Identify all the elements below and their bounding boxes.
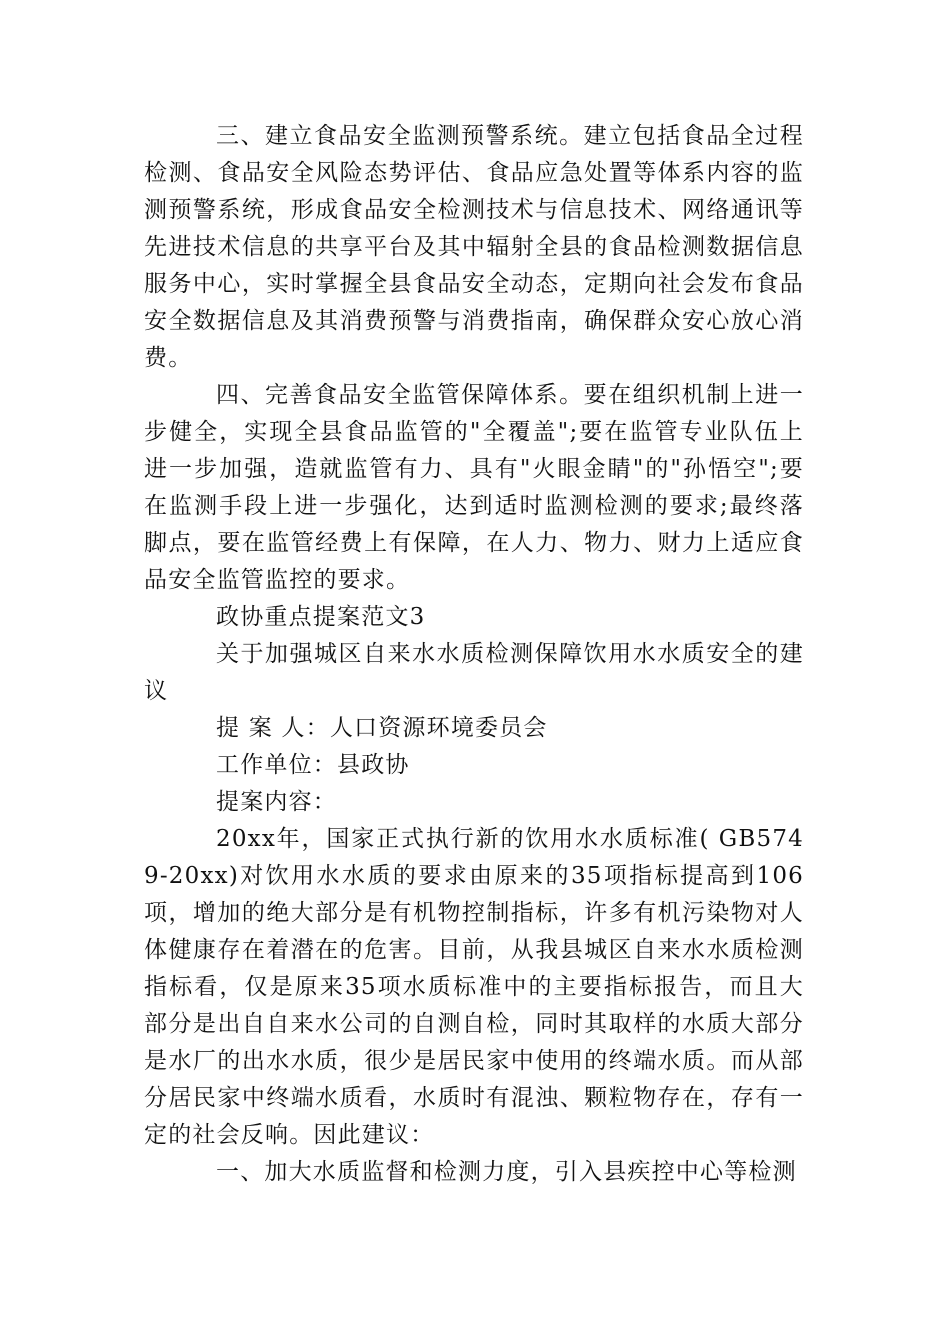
proposal-content-label: 提案内容： [216, 789, 337, 815]
proposer-line: 提 案 人：人口资源环境委员会 [216, 715, 548, 741]
proposal-title: 关于加强城区自来水水质检测保障饮用水水质安全的建议 [144, 641, 804, 704]
work-unit-line: 工作单位：县政协 [216, 752, 410, 778]
document-body [144, 118, 804, 1191]
paragraph-food-safety-guarantee: 四、完善食品安全监管保障体系。要在组织机制上进一步健全，实现全县食品监管的"全覆盖";要在监管专业队伍上进一步加强，造就监管有力、具有"火眼金睛"的"孙悟空";要在监测手段上进一步强化，达到适时监测检测的要求;最终落脚点，要在监管经费上有保障，在人力、物力、财力上适应食品安全监管监控的要求。 [144, 382, 804, 593]
paragraph-food-safety-monitoring: 三、建立食品安全监测预警系统。建立包括食品全过程检测、食品安全风险态势评估、食品应急处置等体系内容的监测预警系统，形成食品安全检测技术与信息技术、网络通讯等先进技术信息的共享平台及其中辐射全县的食品检测数据信息服务中心，实时掌握全县食品安全动态，定期向社会发布食品安全数据信息及其消费预警与消费指南，确保群众安心放心消费。 [144, 123, 804, 371]
paragraph-water-quality-background: 20xx年，国家正式执行新的饮用水水质标准( GB5749-20xx)对饮用水水质的要求由原来的35项指标提高到106项，增加的绝大部分是有机物控制指标，许多有机污染物对人体健康存在着潜在的危害。目前，从我县城区自来水水质检测指标看，仅是原来35项水质标准中的主要指标报告，而且大部分是出自自来水公司的自测自检，同时其取样的水质大部分是水厂的出水水质，很少是居民家中使用的终端水质。而从部分居民家中终端水质看，水质时有混浊、颗粒物存在，存有一定的社会反响。因此建议： [144, 826, 804, 1148]
paragraph-first-recommendation: 一、加大水质监督和检测力度，引入县疾控中心等检测 [216, 1159, 797, 1185]
section-heading: 政协重点提案范文3 [216, 604, 426, 630]
